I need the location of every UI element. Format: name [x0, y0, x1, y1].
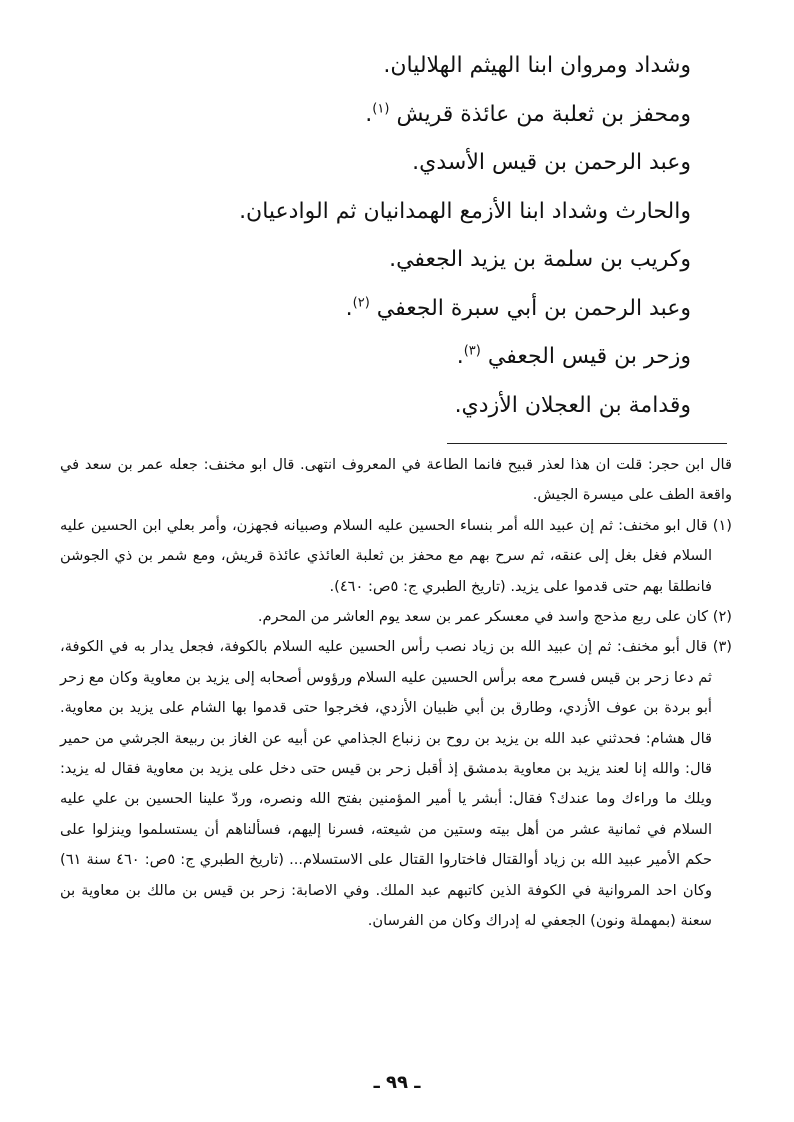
footnote-ref[interactable]: (٢)	[352, 295, 370, 311]
footnote-2: (٢) كان على ربع مذحج واسد في معسكر عمر بن سعد يوم العاشر من المحرم.	[257, 608, 732, 626]
main-line: وقدامة بن العجلان الأزدي.	[454, 392, 691, 418]
main-line: وشداد ومروان ابنا الهيثم الهلاليان.	[383, 53, 691, 78]
main-line: وعبد الرحمن بن أبي سبرة الجعفي $^{(٢)}$.	[345, 295, 691, 321]
main-line: وعبد الرحمن بن قيس الأسدي.	[412, 150, 691, 175]
footnote-ref[interactable]: (٣)	[463, 343, 481, 359]
footnote-separator	[447, 443, 727, 444]
footnote-1: (١) قال ابو مخنف: ثم إن عبيد الله أمر بنساء الحسين عليه السلام وصبيانه فجهزن، وأمر بعلي ابن الحسين عليه السلام فغل بغل إلى عنقه، ثم سرح بهم مع محفز بن ثعلبة العائذي عائذة قريش، ومع شمر بن ذي الجوشن فانطلقا بهم حتى قدموا على يزيد. (تاريخ الطبري ج: ٥ص: ٤٦٠).	[60, 516, 732, 595]
footnotes	[60, 450, 732, 937]
main-line: ومحفز بن ثعلبة من عائذة قريش $^{(١)}$.	[365, 101, 691, 127]
main-line: والحارث وشداد ابنا الأزمع الهمدانيان ثم الوادعيان.	[239, 198, 691, 224]
footnote-3: (٣) قال أبو مخنف: ثم إن عبيد الله بن زياد نصب رأس الحسين عليه السلام بالكوفة، فجعل يدار به في الكوفة، ثم دعا زحر بن قيس فسرح معه برأس الحسين عليه السلام ورؤوس أصحابه إلى يزيد بن معاوية وكان مع زحر أبو بردة بن عوف الأزدي، وطارق بن أبي ظبيان الأزدي، فخرجوا حتى قدموا بها الشام على يزيد بن معاوية. قال هشام: فحدثني عبد الله بن يزيد بن روح بن زنباع الجذامي عن أبيه عن الغاز بن ربيعة الجرشي من حمير قال: والله إنا لعند يزيد بن معاوية بدمشق إذ أقبل زحر بن قيس حتى دخل على يزيد بن معاوية فقال له يزيد: ويلك ما وراءك وما عندك؟ فقال: أبشر يا أمير المؤمنين بفتح الله ونصره، وردّ علينا الحسين بن علي عليه السلام في ثمانية عشر من أهل بيته وستين من شيعته، فسرنا إليهم، فسألناهم أن يستسلموا وينزلوا على حكم الأمير عبيد الله بن زياد أوالقتال فاختاروا القتال على الاستسلام... (تاريخ الطبري ج: ٥ص: ٤٦٠ سنة ٦١) وكان احد المروانية في الكوفة الذين كاتبهم عبد الملك. وفي الاصابة: زحر بن قيس بن مالك بن معاوية بن سعنة (بمهملة ونون) الجعفي له إدراك وكان من الفرسان.	[60, 638, 732, 930]
main-text	[131, 42, 691, 430]
main-line: وكريب بن سلمة بن يزيد الجعفي.	[389, 247, 691, 272]
footnote-intro: قال ابن حجر: قلت ان هذا لعذر قبيح فانما الطاعة في المعروف انتهى. قال ابو مخنف: جعله عمر بن سعد في واقعة الطف على ميسرة الجيش.	[60, 456, 732, 504]
footnote-ref[interactable]: (١)	[372, 101, 390, 117]
main-line: وزحر بن قيس الجعفي $^{(٣)}$.	[456, 343, 691, 369]
page-number: ـ ٩٩ ـ	[373, 1072, 421, 1093]
